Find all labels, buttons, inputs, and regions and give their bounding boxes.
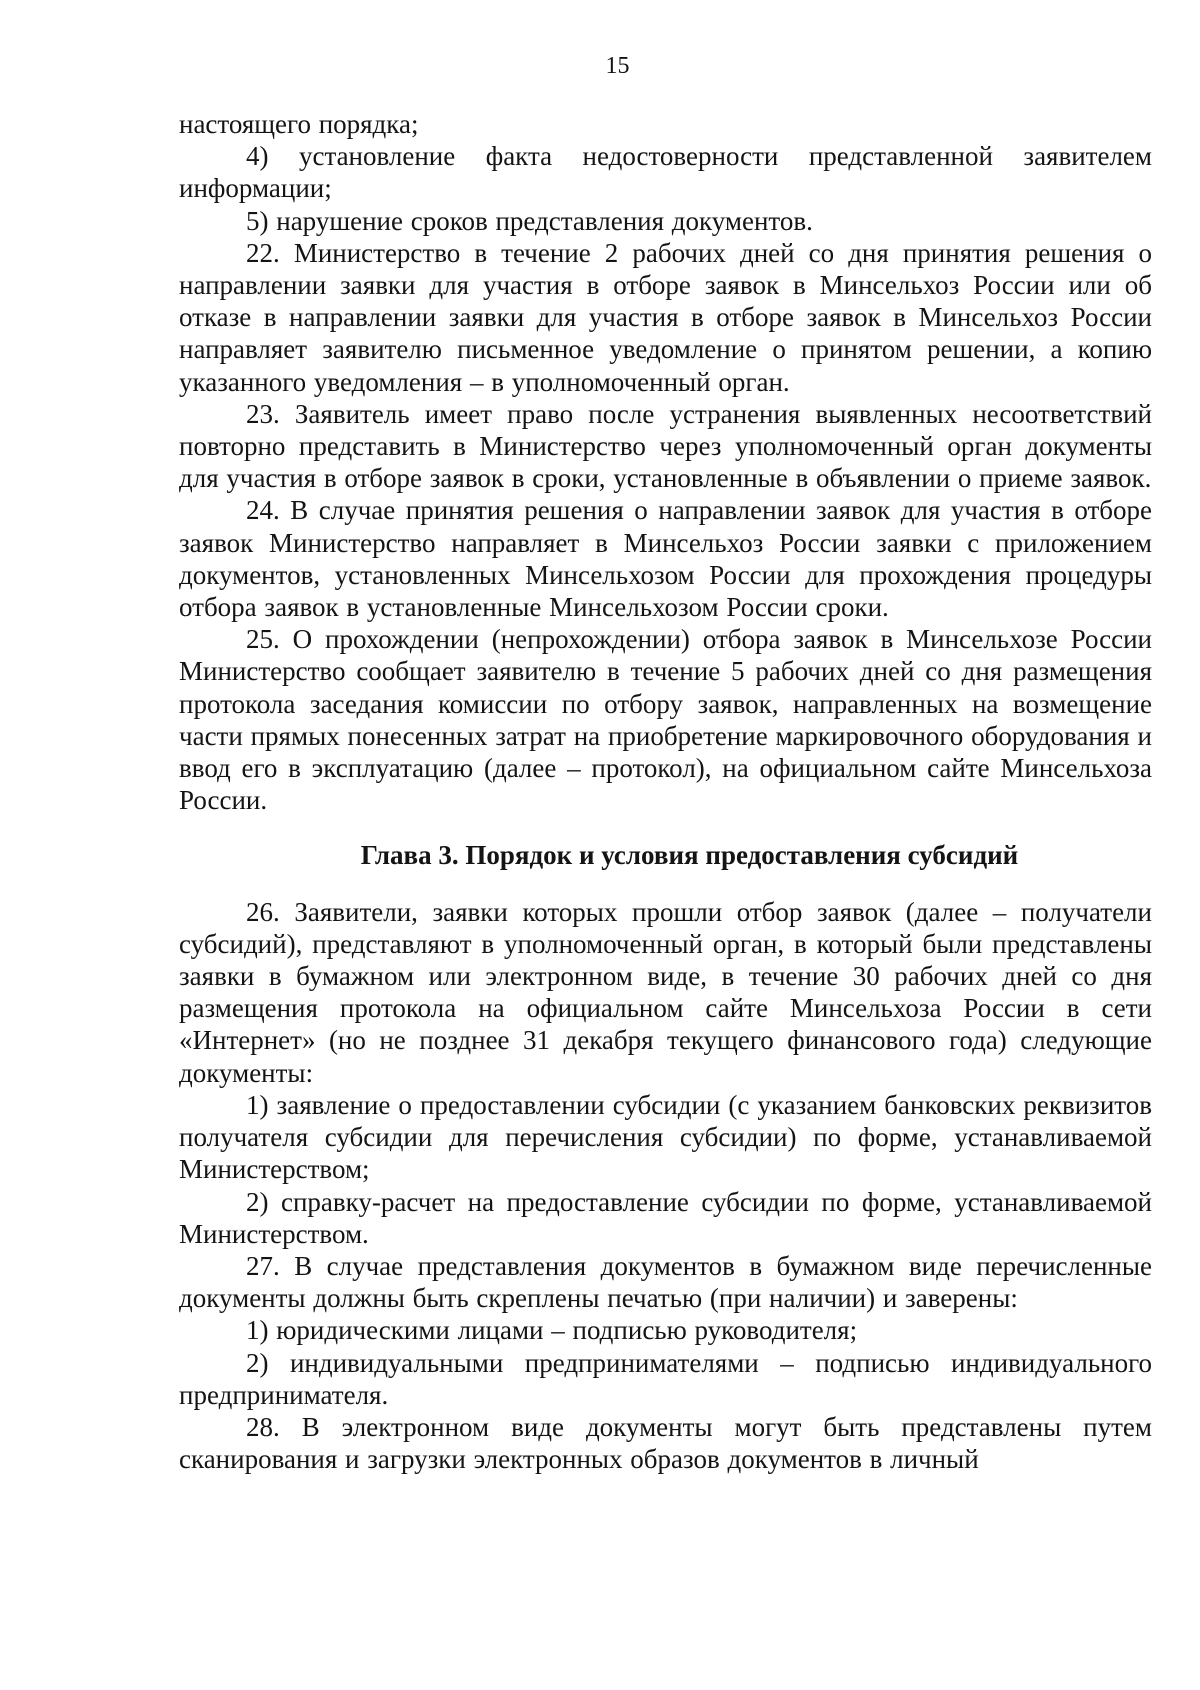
paragraph: 2) справку-расчет на предоставление субсидии по форме, устанавливаемой Министерством.: [179, 1186, 1152, 1249]
paragraph: 5) нарушение сроков представления документов.: [246, 205, 813, 236]
paragraph: настоящего порядка;: [179, 109, 419, 139]
paragraph: 27. В случае представления документов в бумажном виде перечисленные документы должны быть скреплены печатью (при наличии) и заверены:: [179, 1250, 1152, 1314]
chapter-heading: Глава 3. Порядок и условия предоставления субсидий: [360, 840, 1019, 871]
paragraph: 24. В случае принятия решения о направлении заявок для участия в отборе заявок Министерство направляет в Минсельхоз России заявки с приложением документов, установленных Минсельхозом России для прохождения процедуры отбора заявок в установленные Минсельхозом России сроки.: [179, 495, 1152, 623]
page-number: 15: [605, 53, 630, 79]
paragraph: 22. Министерство в течение 2 рабочих дней со дня принятия решения о направлении заявки для участия в отборе заявок в Минсельхоз России или об отказе в направлении заявки для участия в отборе заявок в Минсельхоз России направляет заявителю письменное уведомление о принятом решении, а копию указанного уведомления – в уполномоченный орган.: [179, 237, 1152, 397]
paragraph: 1) заявление о предоставлении субсидии (с указанием банковских реквизитов получателя субсидии для перечисления субсидии) по форме, устанавливаемой Министерством;: [179, 1089, 1152, 1185]
document-body: [179, 108, 1152, 1475]
paragraph: 23. Заявитель имеет право после устранения выявленных несоответствий повторно представить в Министерство через уполномоченный орган документы для участия в отборе заявок в сроки, установленные в объявлении о приеме заявок.: [179, 398, 1152, 494]
paragraph: 2) индивидуальными предпринимателями – подписью индивидуального предпринимателя.: [179, 1347, 1152, 1410]
paragraph: 4) установление факта недостоверности представленной заявителем информации;: [179, 141, 1152, 204]
paragraph: 1) юридическими лицами – подписью руководителя;: [246, 1315, 858, 1346]
paragraph: 28. В электронном виде документы могут быть представлены путем сканирования и загрузки электронных образов документов в личный: [179, 1411, 1152, 1475]
paragraph: 26. Заявители, заявки которых прошли отбор заявок (далее – получатели субсидий), представляют в уполномоченный орган, в который были представлены заявки в бумажном или электронном виде, в течение 30 рабочих дней со дня размещения протокола на официальном сайте Минсельхоза России в сети «Интернет» (но не позднее 31 декабря текущего финансового года) следующие документы:: [179, 896, 1152, 1088]
paragraph: 25. О прохождении (непрохождении) отбора заявок в Минсельхозе России Министерство сообщает заявителю в течение 5 рабочих дней со дня размещения протокола заседания комиссии по отбору заявок, направленных на возмещение части прямых понесенных затрат на приобретение маркировочного оборудования и ввод его в эксплуатацию (далее – протокол), на официальном сайте Минсельхоза России.: [179, 624, 1152, 816]
